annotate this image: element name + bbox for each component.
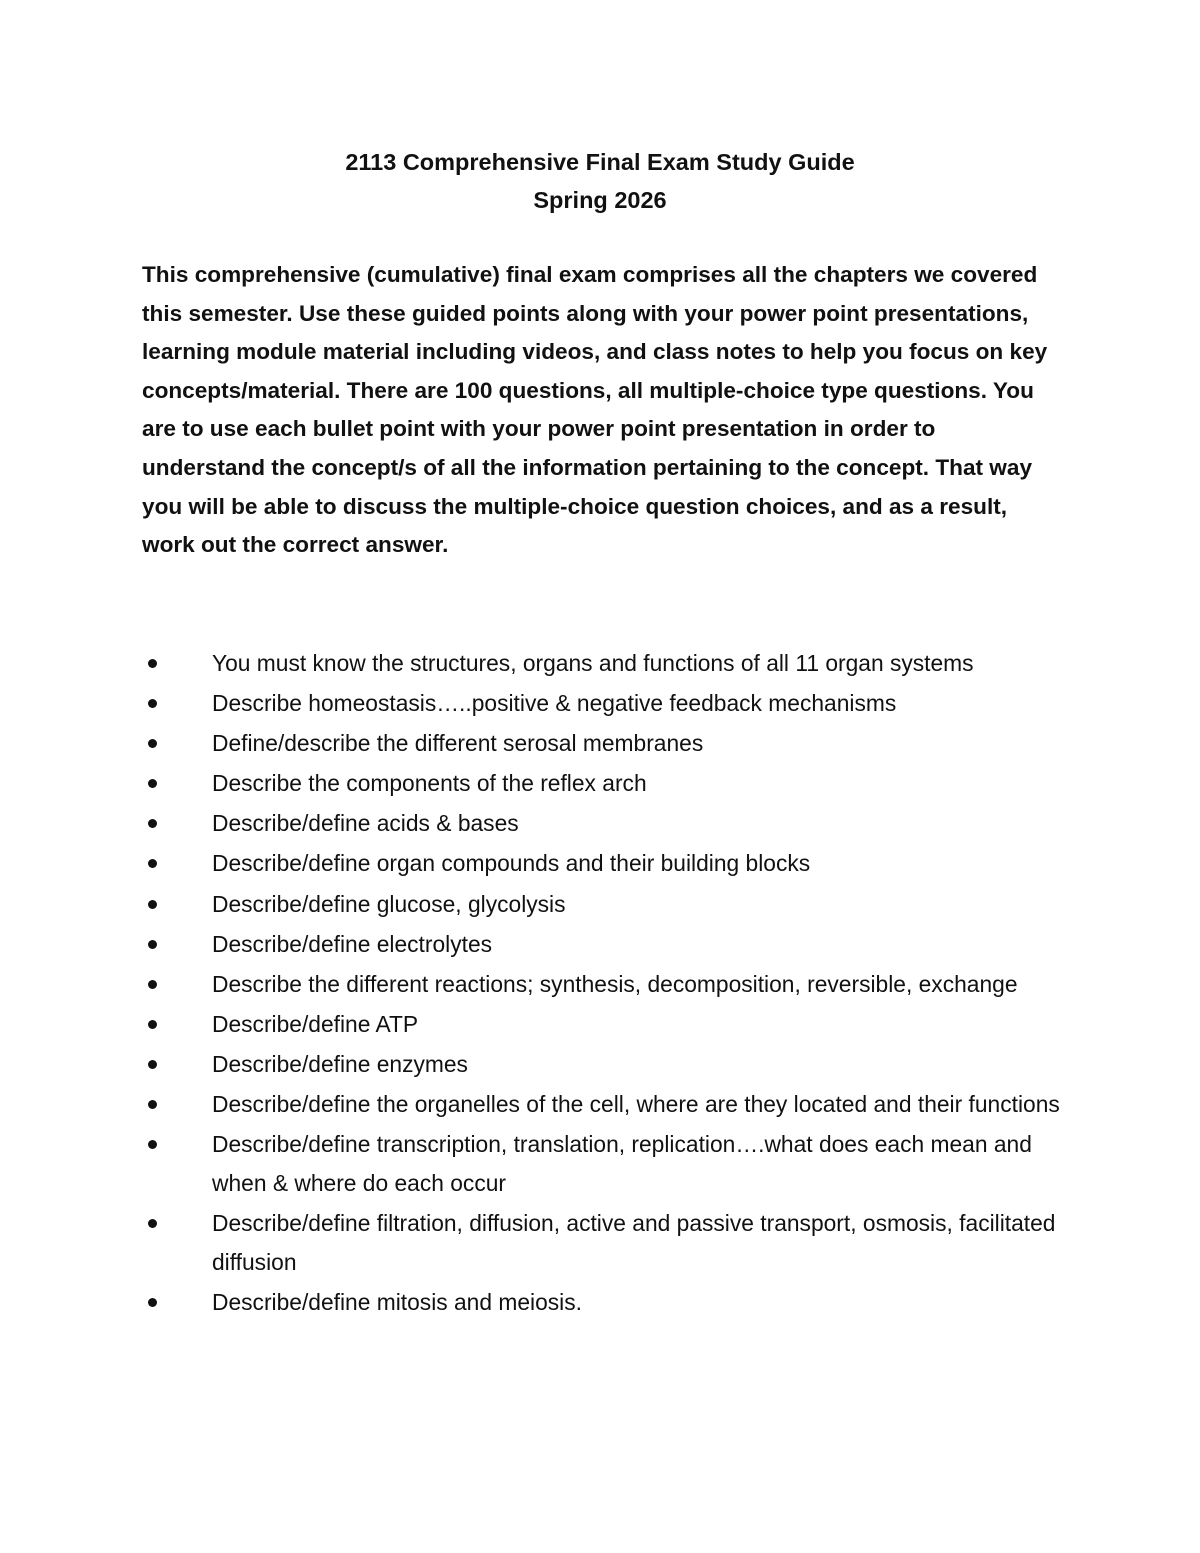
list-item [142,1005,1072,1044]
list-item [142,1204,1072,1282]
list-item-text: You must know the structures, organs and functions of all 11 organ systems [212,650,974,676]
list-item [142,1283,1072,1322]
bullet-icon [148,1140,157,1149]
list-item-text: Describe/define the organelles of the cell, where are they located and their functions [212,1091,1060,1118]
list-item [142,804,1072,843]
list-item-text: Describe/define electrolytes [212,930,493,957]
bullet-icon [148,1060,157,1069]
list-item-text: Describe the different reactions; synthesis, decomposition, reversible, exchange [212,970,1018,997]
list-item-text: Define/describe the different serosal membranes [212,730,704,757]
bullet-icon [148,1020,157,1029]
list-item-text: Describe/define transcription, translation, replication….what does each mean and when & where do each occur [212,1131,1032,1196]
list-item-text: Describe/define enzymes [212,1050,468,1077]
bullet-icon [148,819,157,828]
title-block [0,143,1200,219]
list-item-text: Describe/define ATP [212,1010,419,1037]
bullet-icon [148,739,157,748]
list-item [142,925,1072,964]
bullet-icon [148,1298,157,1307]
list-item [142,684,1072,723]
study-points-list [142,644,1072,1323]
bullet-icon [148,1219,157,1228]
list-item [142,1125,1072,1203]
list-item-text: Describe homeostasis…..positive & negative feedback mechanisms [212,690,897,717]
list-item [142,764,1072,803]
list-item [142,844,1072,883]
bullet-icon [148,980,157,989]
bullet-icon [148,699,157,708]
bullet-icon [148,900,157,909]
list-item-text: Describe/define glucose, glycolysis [212,890,566,917]
intro-paragraph: This comprehensive (cumulative) final exam comprises all the chapters we covered this semester. Use these guided points along with your power point presentations, learning module material including videos, and class notes to help you focus on key concepts/material. There are 100 questions, all multiple-choice type questions. You are to use each bullet point with your power point presentation in order to understand the concept/s of all the information pertaining to the concept. That way you will be able to discuss the multiple-choice question choices, and as a result, work out the correct answer. [142,262,1048,558]
list-item [142,1045,1072,1084]
bullet-icon [148,659,157,668]
bullet-icon [148,1100,157,1109]
list-item-text: Describe/define acids & bases [212,810,519,837]
list-item [142,724,1072,763]
list-item [142,965,1072,1004]
list-item-text: Describe/define filtration, diffusion, active and passive transport, osmosis, facilitated diffusion [212,1210,1056,1275]
bullet-icon [148,859,157,868]
list-item-text: Describe the components of the reflex arch [212,770,647,797]
document-title: 2113 Comprehensive Final Exam Study Guide [345,149,855,175]
bullet-icon [148,779,157,788]
document-subtitle: Spring 2026 [533,187,667,213]
list-item-text: Describe/define mitosis and meiosis. [212,1288,582,1315]
list-item-text: Describe/define organ compounds and their building blocks [212,850,811,877]
bullet-icon [148,940,157,949]
list-item [142,644,1072,683]
list-item [142,885,1072,924]
list-item [142,1085,1072,1124]
